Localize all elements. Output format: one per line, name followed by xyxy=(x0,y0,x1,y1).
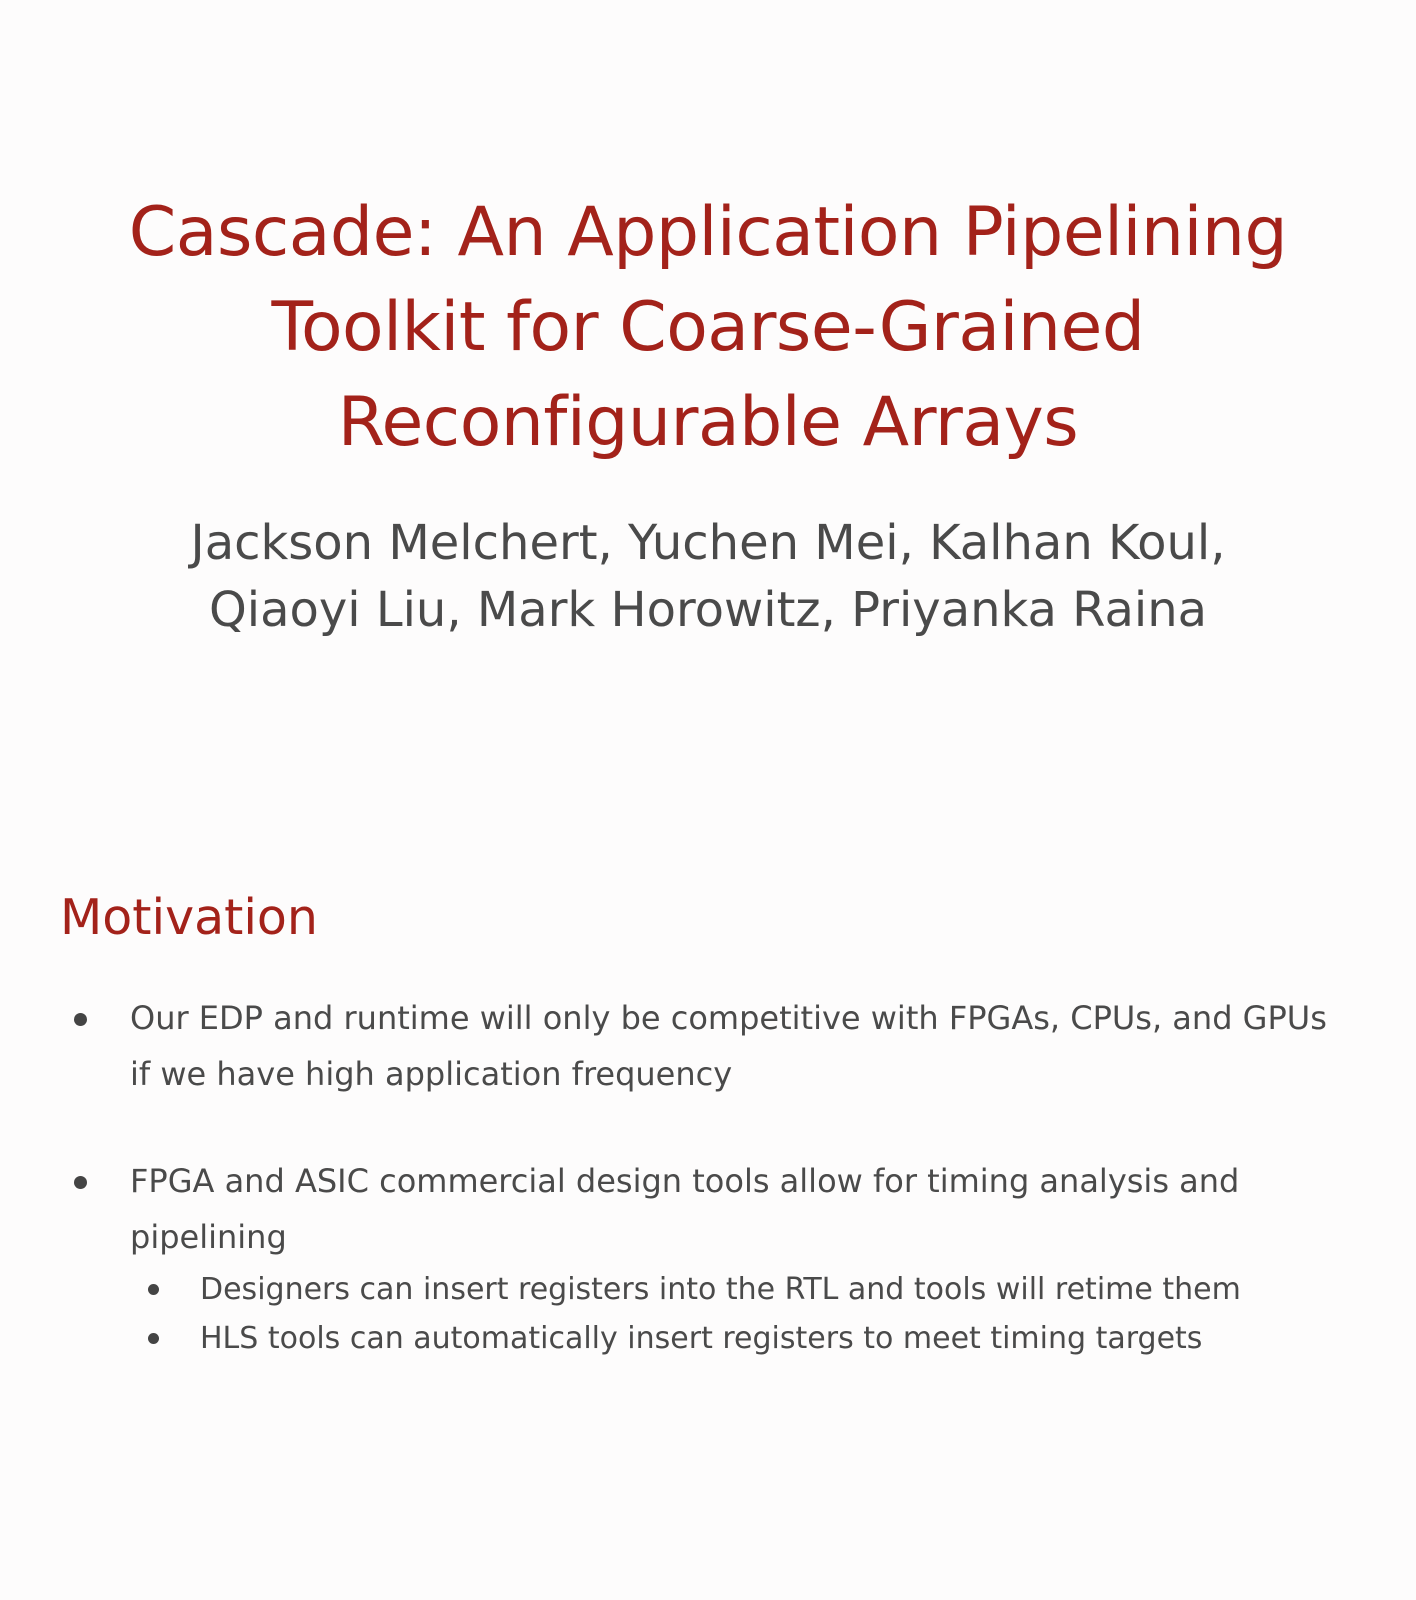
title-line-1: Cascade: An Application Pipelining xyxy=(128,193,1288,272)
sub-bullet-text: HLS tools can automatically insert registers to meet timing targets xyxy=(200,1321,1203,1356)
bullet-dot-icon xyxy=(74,1013,87,1026)
sub-bullet-item xyxy=(128,1265,1336,1314)
sub-bullet-dot-icon xyxy=(148,1284,159,1295)
sub-bullet-item xyxy=(128,1314,1336,1363)
paper-title xyxy=(40,185,1376,470)
sub-bullet-list xyxy=(130,1265,1336,1363)
bullet-text: Our EDP and runtime will only be competitive with FPGAs, CPUs, and GPUs if we have high application frequency xyxy=(130,999,1327,1093)
sub-bullet-dot-icon xyxy=(148,1333,159,1344)
bullet-text: FPGA and ASIC commercial design tools allow for timing analysis and pipelining xyxy=(130,1162,1240,1256)
authors-line-1: Jackson Melchert, Yuchen Mei, Kalhan Koul, xyxy=(190,515,1226,571)
author-list xyxy=(40,510,1376,644)
authors-line-2: Qiaoyi Liu, Mark Horowitz, Priyanka Raina xyxy=(208,582,1208,638)
sub-bullet-text: Designers can insert registers into the RTL and tools will retime them xyxy=(200,1272,1241,1307)
section-heading: Motivation xyxy=(60,889,318,946)
bullet-dot-icon xyxy=(74,1176,87,1189)
bullet-list xyxy=(0,990,1416,1414)
bullet-item xyxy=(0,1153,1416,1363)
title-line-3: Reconfigurable Arrays xyxy=(337,383,1079,462)
bullet-item xyxy=(0,990,1416,1102)
title-line-2: Toolkit for Coarse-Grained xyxy=(271,288,1145,367)
